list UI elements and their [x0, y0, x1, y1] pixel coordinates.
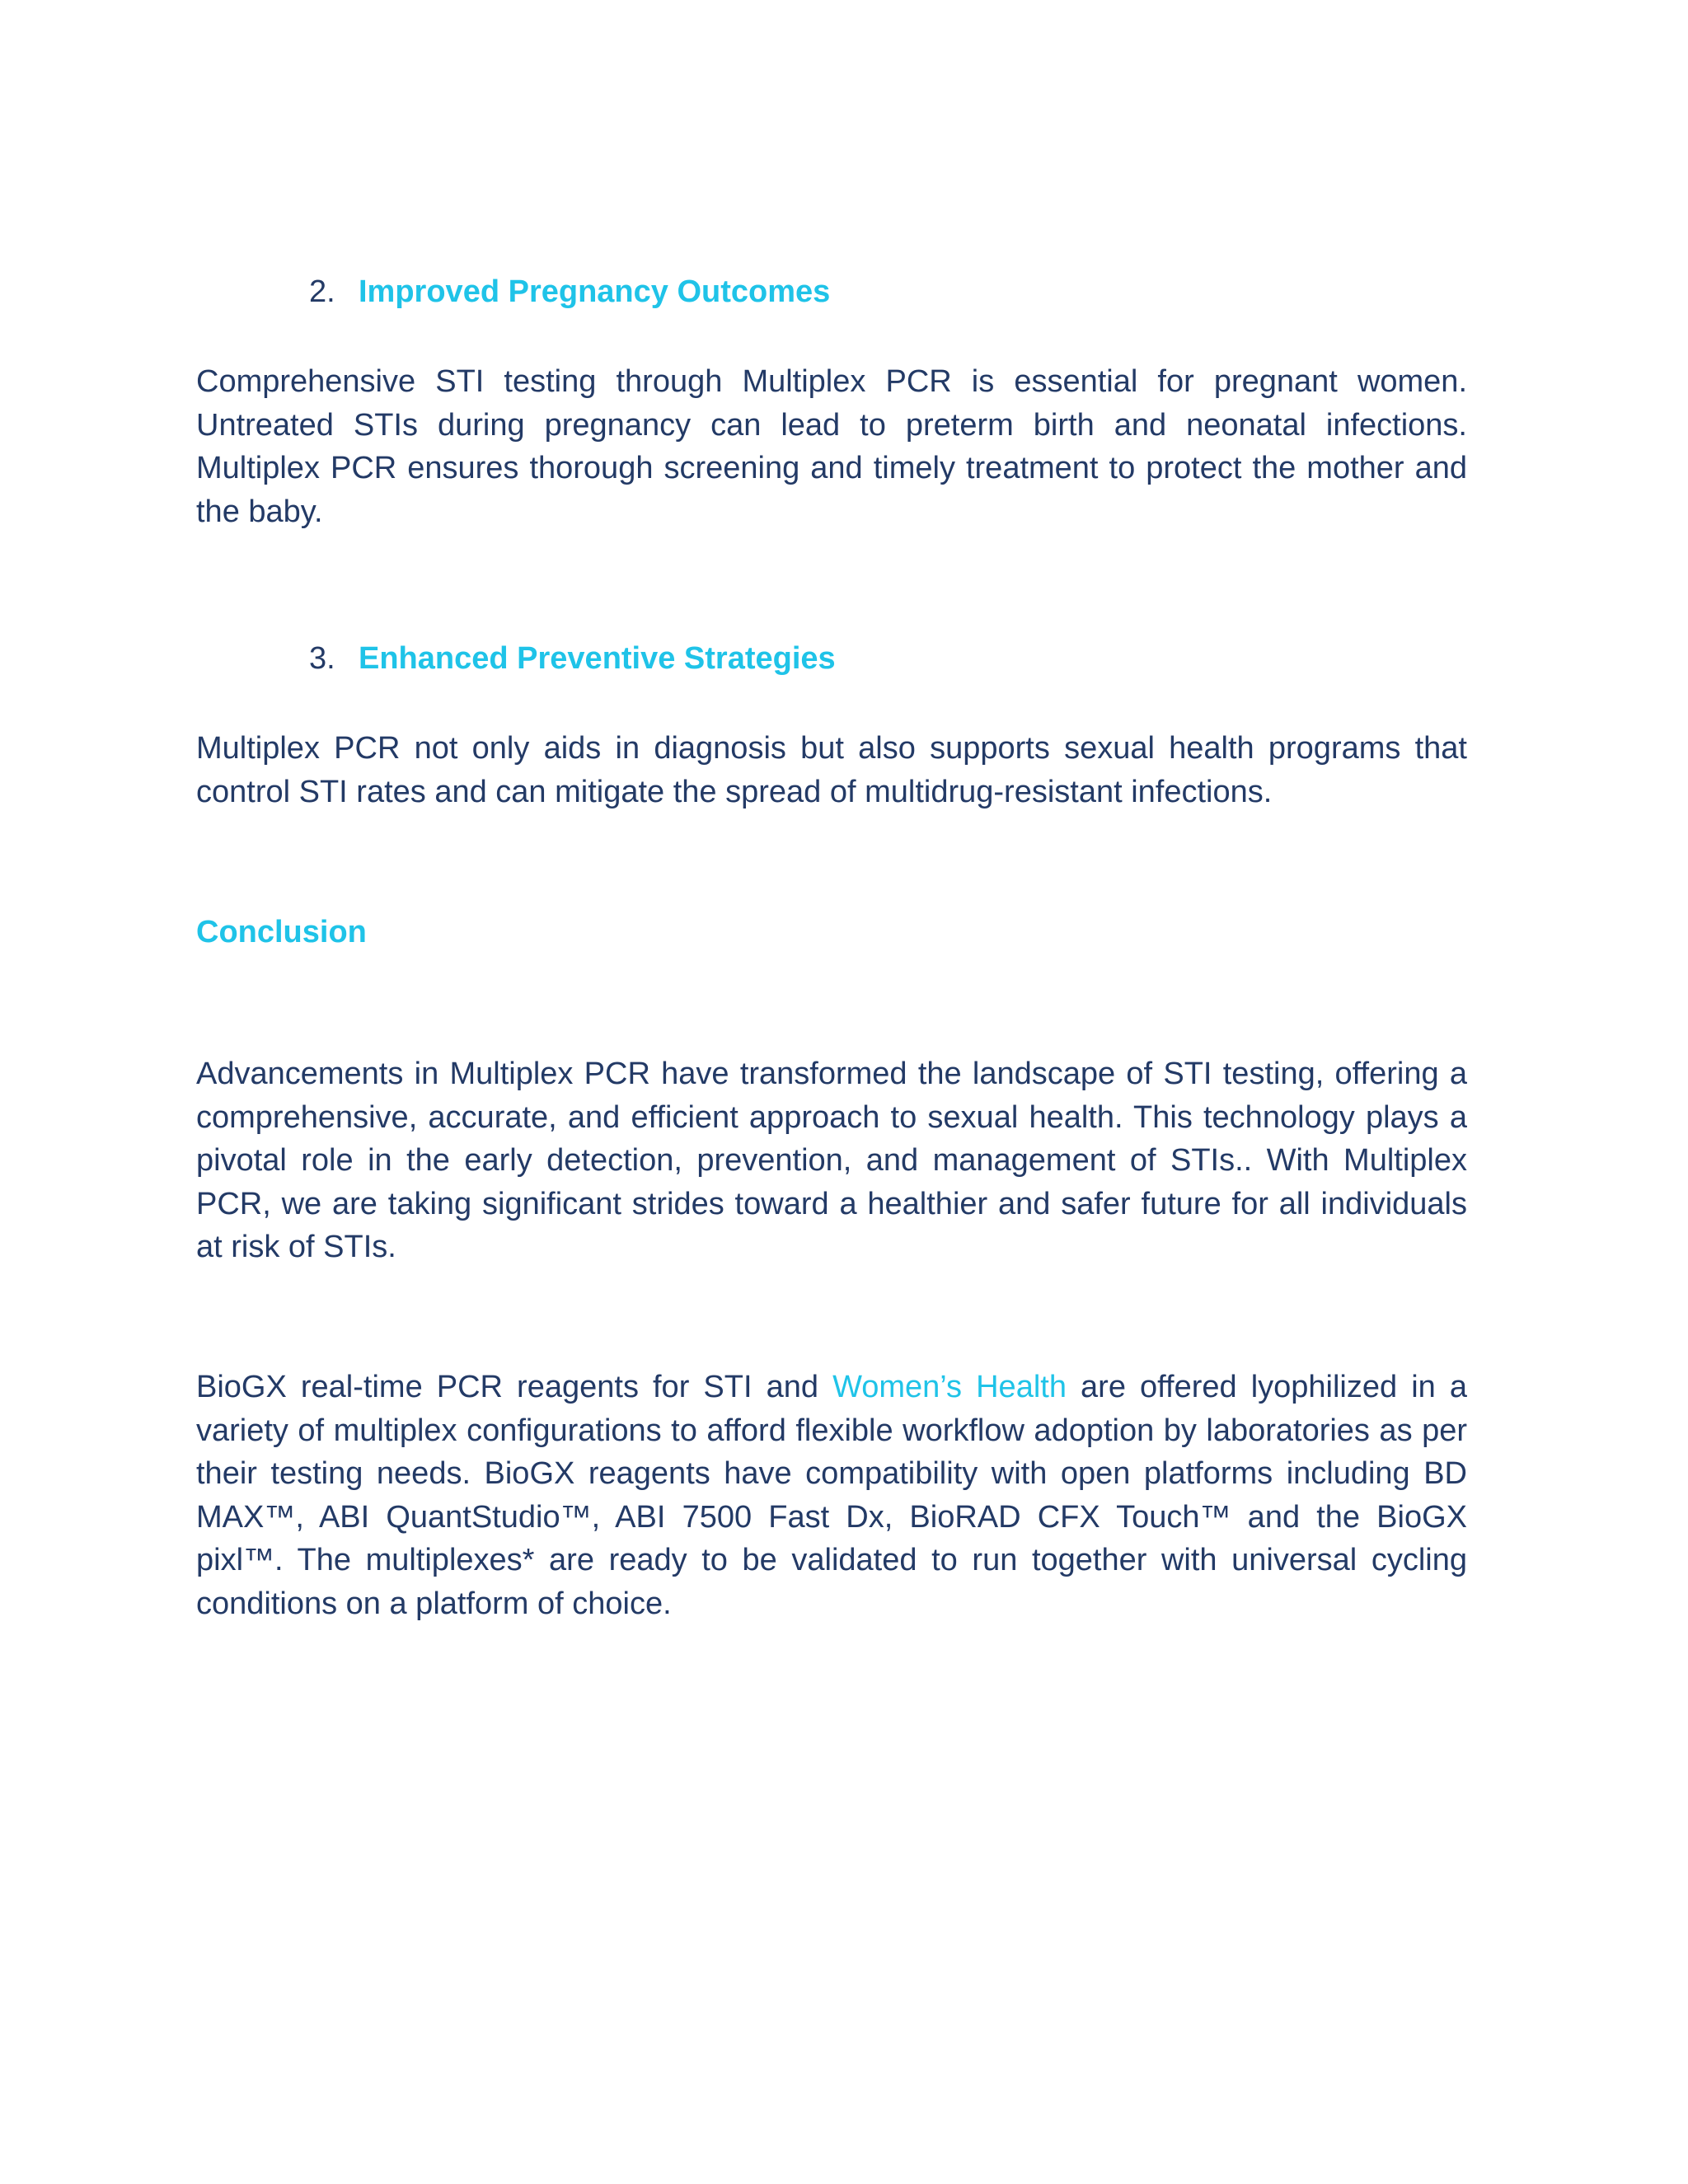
conclusion-body: Advancements in Multiplex PCR have transformed the landscape of STI testing, offering a comprehensive, accurate, and efficient approach to sexual health. This technology plays a pivotal role in the early detection, prevention, and management of STIs.. With Multiplex PCR, we are taking significant strides toward a healthier and safer future for all individuals at risk of STIs.	[196, 1057, 1467, 1264]
section-3-body: Multiplex PCR not only aids in diagnosis but also supports sexual health programs that control STI rates and can mitigate the spread of multidrug-resistant infections.	[196, 731, 1467, 809]
section-2-title: Improved Pregnancy Outcomes	[359, 274, 831, 309]
section-2-body: Comprehensive STI testing through Multiplex PCR is essential for pregnant women. Untreated STIs during pregnancy can lead to preterm birth and neonatal infections. Multiplex PCR ensures thorough screening and timely treatment to protect the mother and the baby.	[196, 364, 1467, 529]
section-3-title: Enhanced Preventive Strategies	[359, 641, 836, 676]
conclusion-heading: Conclusion	[196, 915, 367, 949]
biogx-text-before-link: BioGX real-time PCR reagents for STI and	[196, 1370, 833, 1404]
section-2-heading	[309, 272, 830, 312]
womens-health-link[interactable]: Women’s Health	[832, 1370, 1067, 1404]
biogx-paragraph	[196, 1366, 1467, 1625]
section-3-number: 3.	[309, 641, 335, 676]
section-3-heading	[309, 639, 836, 678]
section-2-number: 2.	[309, 274, 335, 309]
biogx-text-after-link: are offered lyophilized in a variety of multiplex configurations to afford flexible workflow adoption by laboratories as per their testing needs. BioGX reagents have compatibility with open platforms including BD MAX™, ABI QuantStudio™, ABI 7500 Fast Dx, BioRAD CFX Touch™ and the BioGX pixl™. The multiplexes* are ready to be validated to run together with universal cycling conditions on a platform of choice.	[196, 1370, 1467, 1621]
